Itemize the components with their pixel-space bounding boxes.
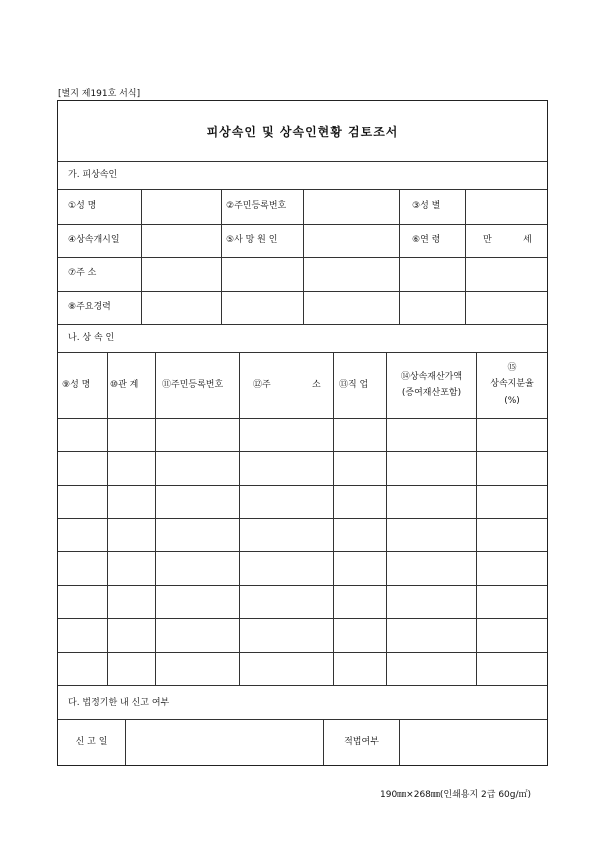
paper-spec: 190㎜×268㎜(인쇄용지 2급 60g/㎡) (380, 790, 532, 800)
heir-job-header: ⑬직 업 (339, 380, 369, 390)
heir-name-header: ⑨성 명 (62, 380, 91, 390)
rule (58, 161, 547, 162)
age-unit-man: 만 (483, 235, 492, 245)
decedent-age-label: ⑥연 령 (412, 235, 441, 245)
heir-address-header: ⑫주 (253, 380, 271, 390)
table-row[interactable] (58, 552, 547, 585)
age-unit-se: 세 (523, 235, 532, 245)
timeliness-label: 적법여부 (344, 737, 379, 747)
rule (58, 352, 547, 353)
decedent-id-field[interactable] (304, 190, 398, 223)
heir-value-header-sub: (증여재산포함) (401, 388, 462, 398)
section-b-heading: 나. 상 속 인 (68, 333, 115, 343)
decedent-career-field[interactable] (142, 292, 546, 323)
heir-id-header: ⑪주민등록번호 (162, 380, 224, 390)
filing-date-label: 신 고 일 (75, 737, 108, 747)
rule (58, 685, 547, 686)
heir-address-header-suffix: 소 (312, 380, 321, 390)
death-cause-label: ⑤사 망 원 인 (226, 235, 278, 245)
table-row[interactable] (58, 419, 547, 451)
inheritance-start-field[interactable] (142, 225, 220, 256)
table-row[interactable] (58, 519, 547, 551)
filing-date-field[interactable] (126, 720, 322, 764)
heir-share-header-unit: (%) (504, 396, 520, 406)
heir-value-header: ⑭상속재산가액 (400, 372, 463, 382)
decedent-id-label: ②주민등록번호 (226, 201, 287, 211)
table-row[interactable] (58, 586, 547, 618)
heir-share-header-number: ⑮ (507, 363, 517, 373)
decedent-name-field[interactable] (142, 190, 220, 223)
form-title: 피상속인 및 상속인현황 검토조서 (206, 125, 399, 139)
table-row[interactable] (58, 486, 547, 518)
table-row[interactable] (58, 619, 547, 652)
review-form-table (57, 100, 548, 766)
table-row[interactable] (58, 653, 547, 685)
table-row[interactable] (58, 452, 547, 485)
decedent-address-field[interactable] (142, 258, 546, 290)
decedent-address-label: ⑦주 소 (68, 268, 97, 278)
section-a-heading: 가. 피상속인 (68, 170, 118, 180)
decedent-name-label: ①성 명 (68, 201, 97, 211)
form-number-label: [별지 제191호 서식] (58, 89, 141, 99)
decedent-career-label: ⑧주요경력 (68, 302, 111, 312)
rule (58, 324, 547, 325)
timeliness-field[interactable] (400, 720, 546, 764)
section-c-heading: 다. 법정기한 내 신고 여부 (68, 698, 170, 708)
decedent-sex-label: ③성 별 (412, 201, 441, 211)
heir-relation-header: ⑩관 계 (110, 380, 139, 390)
decedent-sex-field[interactable] (466, 190, 546, 223)
inheritance-start-label: ④상속개시일 (68, 235, 120, 245)
death-cause-field[interactable] (304, 225, 398, 256)
heir-share-header: 상속지분율 (490, 379, 534, 389)
